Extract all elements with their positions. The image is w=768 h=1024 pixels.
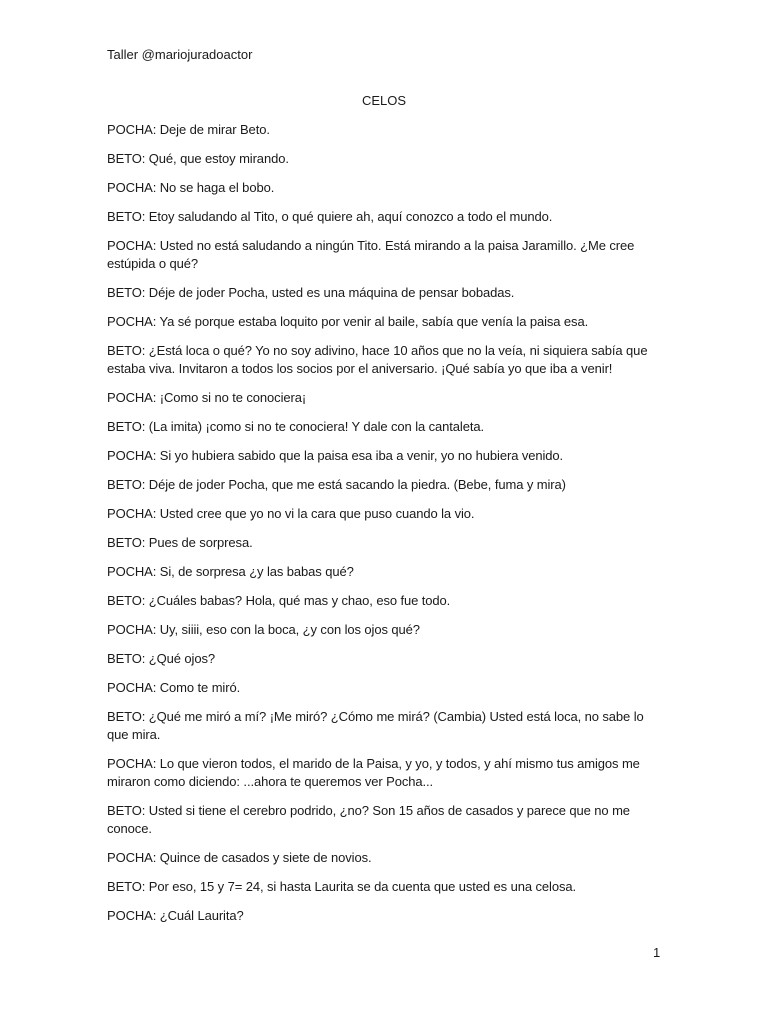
page-number: 1 <box>653 945 661 960</box>
dialogue-line: POCHA: Uy, siiii, eso con la boca, ¿y con los ojos qué? <box>107 622 420 637</box>
dialogue-line: BETO: ¿Qué me miró a mí? ¡Me miró? ¿Cómo me mirá? (Cambia) Usted está loca, no sabe lo que mira. <box>107 709 644 742</box>
dialogue-line: POCHA: Lo que vieron todos, el marido de la Paisa, y yo, y todos, y ahí mismo tus amigos me miraron como diciendo: ...ahora te queremos ver Pocha... <box>107 756 640 789</box>
dialogue-line: BETO: Etoy saludando al Tito, o qué quiere ah, aquí conozco a todo el mundo. <box>107 209 553 224</box>
dialogue-line: POCHA: ¡Como si no te conociera¡ <box>107 390 307 405</box>
dialogue-line: POCHA: Usted cree que yo no vi la cara que puso cuando la vio. <box>107 506 475 521</box>
dialogue-line: POCHA: Ya sé porque estaba loquito por venir al baile, sabía que venía la paisa esa. <box>107 314 589 329</box>
dialogue-line: BETO: Pues de sorpresa. <box>107 535 253 550</box>
dialogue-line: BETO: Déje de joder Pocha, usted es una máquina de pensar bobadas. <box>107 285 515 300</box>
page-header: Taller @mariojuradoactor <box>107 47 253 62</box>
dialogue-line: BETO: Por eso, 15 y 7= 24, si hasta Laurita se da cuenta que usted es una celosa. <box>107 879 576 894</box>
dialogue-line: POCHA: Deje de mirar Beto. <box>107 122 270 137</box>
dialogue-line: BETO: ¿Está loca o qué? Yo no soy adivino, hace 10 años que no la veía, ni siquiera sabía que estaba viva. Invitaron a todos los socios por el aniversario. ¡Qué sabía yo que iba a venir! <box>107 343 648 376</box>
dialogue-line: POCHA: ¿Cuál Laurita? <box>107 908 244 923</box>
dialogue-line: POCHA: No se haga el bobo. <box>107 180 275 195</box>
dialogue-line: POCHA: Usted no está saludando a ningún Tito. Está mirando a la paisa Jaramillo. ¿Me cree estúpida o qué? <box>107 238 635 271</box>
dialogue-line: BETO: Qué, que estoy mirando. <box>107 151 289 166</box>
dialogue-body <box>107 121 667 936</box>
dialogue-line: POCHA: Como te miró. <box>107 680 241 695</box>
script-title: CELOS <box>361 93 407 108</box>
dialogue-line: BETO: Usted si tiene el cerebro podrido, ¿no? Son 15 años de casados y parece que no me conoce. <box>107 803 630 836</box>
dialogue-line: POCHA: Quince de casados y siete de novios. <box>107 850 372 865</box>
dialogue-line: POCHA: Si, de sorpresa ¿y las babas qué? <box>107 564 354 579</box>
dialogue-line: BETO: ¿Cuáles babas? Hola, qué mas y chao, eso fue todo. <box>107 593 451 608</box>
dialogue-line: BETO: Déje de joder Pocha, que me está sacando la piedra. (Bebe, fuma y mira) <box>107 477 566 492</box>
dialogue-line: POCHA: Si yo hubiera sabido que la paisa esa iba a venir, yo no hubiera venido. <box>107 448 564 463</box>
dialogue-line: BETO: (La imita) ¡como si no te conociera! Y dale con la cantaleta. <box>107 419 484 434</box>
dialogue-line: BETO: ¿Qué ojos? <box>107 651 215 666</box>
